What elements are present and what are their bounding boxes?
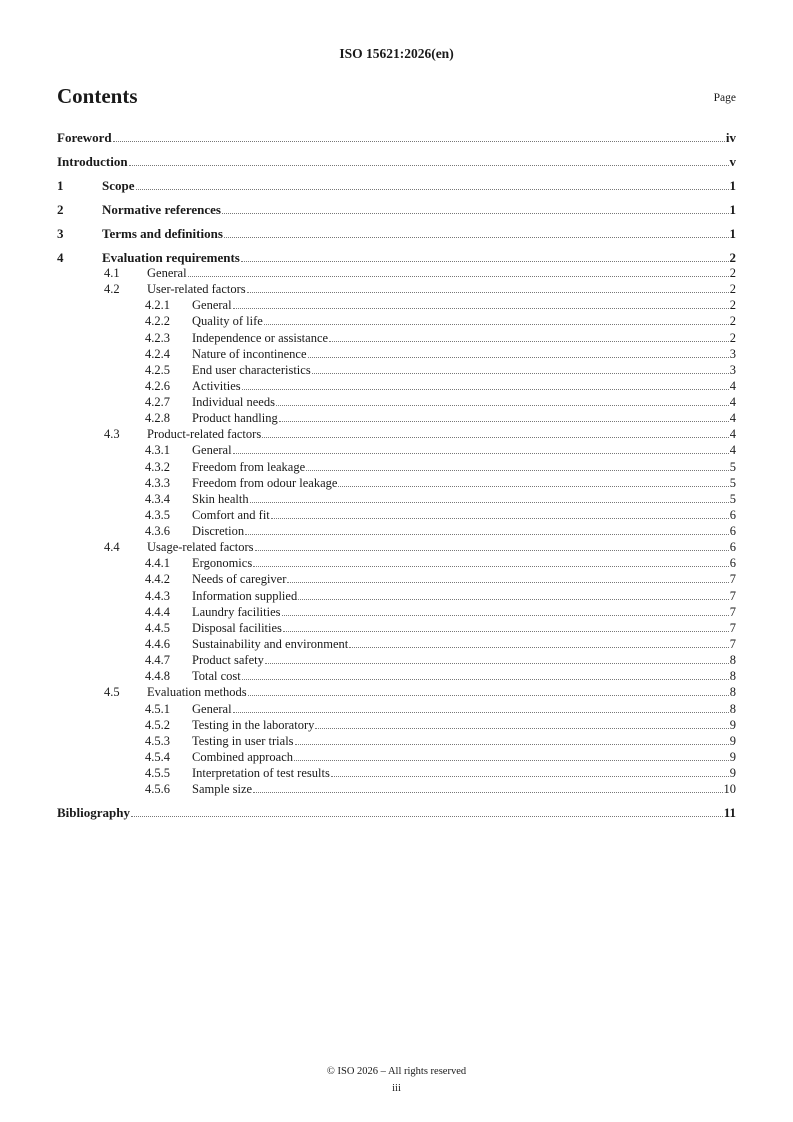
toc-entry-title: Information supplied [192, 588, 298, 603]
toc-entry-title: Total cost [192, 669, 241, 684]
toc-entry-page: 9 [729, 717, 736, 732]
dot-leader [338, 486, 728, 487]
toc-entry[interactable] [145, 619, 736, 635]
dot-leader [247, 292, 729, 293]
toc-entry-page: 8 [729, 653, 736, 668]
dot-leader [222, 213, 729, 214]
toc-entry[interactable] [145, 748, 736, 764]
toc-entry[interactable] [145, 780, 736, 796]
dot-leader [265, 663, 729, 664]
dot-leader [248, 695, 729, 696]
toc-entry-page: v [729, 154, 736, 169]
toc-entry-page: 11 [723, 805, 736, 821]
toc-entry[interactable] [145, 587, 736, 603]
dot-leader [283, 631, 729, 632]
toc-entry-page: 2 [729, 298, 736, 313]
dot-leader [279, 421, 729, 422]
toc-entry-title: Independence or assistance [192, 330, 329, 345]
toc-entry-page: 1 [729, 178, 736, 193]
toc-entry-title: Freedom from leakage [192, 459, 306, 474]
toc-entry-title: Needs of caregiver [192, 572, 287, 587]
dot-leader [242, 679, 729, 680]
toc-entry-page: 5 [729, 459, 736, 474]
toc-entry-number: 4.3.4 [145, 491, 170, 506]
toc-entry-title: General [147, 266, 187, 280]
toc-entry[interactable] [145, 554, 736, 570]
toc-entry-number: 4.4.5 [145, 620, 170, 635]
toc-entry-number: 4.4.8 [145, 669, 170, 684]
page-title: Contents [57, 84, 138, 108]
page-number: iii [392, 1083, 401, 1094]
toc-entry-number: 1 [57, 178, 64, 193]
toc-entry[interactable] [57, 201, 736, 217]
toc-entry-title: Scope [102, 178, 135, 193]
toc-entry-page: 2 [729, 282, 736, 297]
dot-leader [129, 165, 729, 166]
toc-entry-page: 7 [729, 636, 736, 651]
toc-entry[interactable] [145, 377, 736, 393]
toc-entry-page: 4 [729, 395, 736, 410]
toc-entry[interactable] [104, 425, 736, 441]
dot-leader [287, 582, 728, 583]
toc-entry-number: 4.5.5 [145, 766, 170, 781]
toc-entry-page: 4 [729, 411, 736, 426]
toc-entry-number: 4.4.7 [145, 653, 170, 668]
toc-entry-title: Evaluation methods [147, 685, 247, 700]
toc-entry[interactable] [145, 603, 736, 619]
toc-entry[interactable] [145, 361, 736, 377]
toc-entry-number: 4.4.3 [145, 588, 170, 603]
toc-entry-page: 6 [729, 524, 736, 539]
dot-leader [349, 647, 729, 648]
dot-leader [136, 189, 729, 190]
toc-entry[interactable] [104, 683, 736, 699]
toc-entry-page: 2 [729, 266, 736, 280]
toc-entry-title: Comfort and fit [192, 507, 270, 522]
dot-leader [233, 308, 729, 309]
toc-entry-number: 4.2.3 [145, 330, 170, 345]
dot-leader [298, 599, 729, 600]
toc-entry-title: End user characteristics [192, 362, 311, 377]
toc-entry[interactable] [145, 490, 736, 506]
toc-entry-page: 10 [723, 782, 736, 797]
toc-entry-title: Quality of life [192, 314, 263, 329]
toc-entry[interactable] [145, 700, 736, 716]
dot-leader [131, 816, 723, 817]
toc-entry-title: User-related factors [147, 282, 246, 297]
toc-entry-title: Individual needs [192, 395, 275, 410]
toc-entry[interactable] [145, 570, 736, 586]
toc-entry-page: 6 [729, 507, 736, 522]
toc-entry-page: 2 [729, 330, 736, 345]
toc-entry-number: 2 [57, 202, 64, 217]
dot-leader [233, 453, 729, 454]
toc-entry-number: 4.5 [104, 685, 120, 700]
toc-entry-title: Product-related factors [147, 427, 262, 442]
toc-entry-number: 3 [57, 226, 64, 241]
toc-entry-title: Discretion [192, 524, 245, 539]
toc-entry[interactable] [145, 345, 736, 361]
toc-entry[interactable] [57, 129, 736, 145]
toc-entry-page: 4 [729, 378, 736, 393]
toc-entry-number: 4.4.1 [145, 556, 170, 571]
dot-leader [306, 470, 729, 471]
dot-leader [188, 276, 729, 277]
page-column-label: Page [713, 92, 736, 104]
dot-leader [224, 237, 729, 238]
dot-leader [271, 518, 729, 519]
toc-entry[interactable] [145, 393, 736, 409]
dot-leader [250, 502, 729, 503]
toc-entry-page: 5 [729, 491, 736, 506]
toc-entry-number: 4.4.4 [145, 604, 170, 619]
toc-entry[interactable] [145, 474, 736, 490]
toc-entry-page: 9 [729, 766, 736, 781]
toc-entry[interactable] [145, 506, 736, 522]
dot-leader [264, 324, 729, 325]
toc-entry-title: Introduction [57, 154, 128, 169]
toc-entry-number: 4.3.3 [145, 475, 170, 490]
toc-entry-page: 6 [729, 556, 736, 571]
toc-entry-page: 2 [729, 250, 736, 265]
toc-entry-title: Bibliography [57, 805, 130, 821]
dot-leader [242, 389, 729, 390]
toc-entry-number: 4.5.4 [145, 749, 170, 764]
toc-entry-title: Freedom from odour leakage [192, 475, 338, 490]
toc-entry-page: 9 [729, 733, 736, 748]
toc-entry-number: 4.3 [104, 427, 120, 442]
toc-entry-title: Disposal facilities [192, 620, 282, 635]
toc-entry-title: General [192, 443, 232, 458]
toc-entry-number: 4.2.6 [145, 378, 170, 393]
toc-entry-title: Nature of incontinence [192, 346, 307, 361]
dot-leader [245, 534, 729, 535]
dot-leader [255, 550, 729, 551]
dot-leader [295, 744, 729, 745]
toc-entry-page: 7 [729, 572, 736, 587]
toc-entry-number: 4.2.2 [145, 314, 170, 329]
toc-entry-page: 5 [729, 475, 736, 490]
toc-entry-page: 8 [729, 701, 736, 716]
dot-leader [233, 712, 729, 713]
toc-entry[interactable] [145, 458, 736, 474]
toc-entry-title: Testing in user trials [192, 733, 294, 748]
toc-entry[interactable] [145, 651, 736, 667]
toc-entry[interactable] [145, 732, 736, 748]
toc-entry[interactable] [104, 264, 736, 280]
toc-entry-title: Ergonomics [192, 556, 253, 571]
toc-entry-page: 6 [729, 540, 736, 555]
toc-entry-page: 3 [729, 362, 736, 377]
toc-entry[interactable] [57, 177, 736, 193]
dot-leader [241, 261, 729, 262]
toc-entry-number: 4.3.1 [145, 443, 170, 458]
dot-leader [113, 141, 725, 142]
toc-entry-page: 8 [729, 685, 736, 700]
toc-entry[interactable] [145, 522, 736, 538]
toc-entry[interactable] [104, 280, 736, 296]
toc-entry-number: 4.4 [104, 540, 120, 555]
toc-entry-title: General [192, 701, 232, 716]
toc-entry-number: 4.5.3 [145, 733, 170, 748]
toc-entry-page: 7 [729, 604, 736, 619]
toc-entry[interactable] [145, 716, 736, 732]
toc-entry-number: 4.2 [104, 282, 120, 297]
toc-entry-title: Sustainability and environment [192, 636, 349, 651]
toc-entry-title: Activities [192, 378, 241, 393]
toc-entry[interactable] [145, 764, 736, 780]
toc-entry[interactable] [145, 312, 736, 328]
toc-entry[interactable] [57, 249, 736, 265]
dot-leader [308, 357, 729, 358]
dot-leader [253, 566, 729, 567]
toc-entry-title: Product handling [192, 411, 278, 426]
toc-entry-number: 4.2.7 [145, 395, 170, 410]
document-header: ISO 15621:2026(en) [339, 46, 454, 61]
toc-entry-page: 7 [729, 588, 736, 603]
toc-entry-title: Terms and definitions [102, 226, 223, 241]
toc-entry-number: 4.3.6 [145, 524, 170, 539]
copyright-notice: © ISO 2026 – All rights reserved [326, 1066, 467, 1077]
toc-entry[interactable] [145, 635, 736, 651]
toc-entry[interactable] [104, 538, 736, 554]
toc-entry-title: Sample size [192, 782, 253, 797]
dot-leader [294, 760, 729, 761]
toc-entry-number: 4.2.4 [145, 346, 170, 361]
toc-entry[interactable] [57, 225, 736, 241]
toc-entry[interactable] [145, 667, 736, 683]
toc-entry[interactable] [145, 296, 736, 312]
toc-entry-page: 4 [729, 443, 736, 458]
toc-entry-number: 4.4.6 [145, 636, 170, 651]
dot-leader [315, 728, 728, 729]
toc-entry[interactable] [57, 804, 736, 820]
toc-entry-title: Interpretation of test results [192, 766, 330, 781]
toc-entry-number: 4.3.2 [145, 459, 170, 474]
toc-entry-number: 4.5.1 [145, 701, 170, 716]
toc-entry[interactable] [145, 441, 736, 457]
dot-leader [282, 615, 729, 616]
toc-entry-number: 4.2.8 [145, 411, 170, 426]
toc-entry[interactable] [145, 409, 736, 425]
toc-entry-page: 4 [729, 427, 736, 442]
toc-entry[interactable] [145, 329, 736, 345]
toc-entry-page: iv [725, 130, 736, 145]
toc-entry-title: Usage-related factors [147, 540, 254, 555]
toc-entry-title: Laundry facilities [192, 604, 281, 619]
dot-leader [262, 437, 729, 438]
toc-entry-page: 7 [729, 620, 736, 635]
toc-entry-page: 1 [729, 202, 736, 217]
toc-entry-number: 4.5.6 [145, 782, 170, 797]
toc-entry-number: 4.3.5 [145, 507, 170, 522]
toc-entry-page: 9 [729, 749, 736, 764]
toc-entry-number: 4.4.2 [145, 572, 170, 587]
toc-entry-title: Skin health [192, 491, 249, 506]
toc-entry-page: 3 [729, 346, 736, 361]
toc-entry-title: Testing in the laboratory [192, 717, 315, 732]
toc-entry-number: 4.2.5 [145, 362, 170, 377]
toc-entry-number: 4.2.1 [145, 298, 170, 313]
toc-entry-page: 2 [729, 314, 736, 329]
toc-entry-page: 8 [729, 669, 736, 684]
toc-entry-title: General [192, 298, 232, 313]
toc-entry-title: Product safety [192, 653, 264, 668]
toc-entry-number: 4.1 [104, 266, 120, 280]
dot-leader [312, 373, 729, 374]
toc-entry-number: 4 [57, 250, 64, 265]
dot-leader [329, 341, 729, 342]
toc-entry-title: Normative references [102, 202, 221, 217]
dot-leader [276, 405, 729, 406]
toc-entry[interactable] [57, 153, 736, 169]
toc-entry-number: 4.5.2 [145, 717, 170, 732]
dot-leader [331, 776, 729, 777]
dot-leader [253, 792, 722, 793]
toc-entry-page: 1 [729, 226, 736, 241]
toc-entry-title: Evaluation requirements [102, 250, 240, 265]
toc-entry-title: Foreword [57, 130, 112, 145]
toc-entry-title: Combined approach [192, 749, 294, 764]
